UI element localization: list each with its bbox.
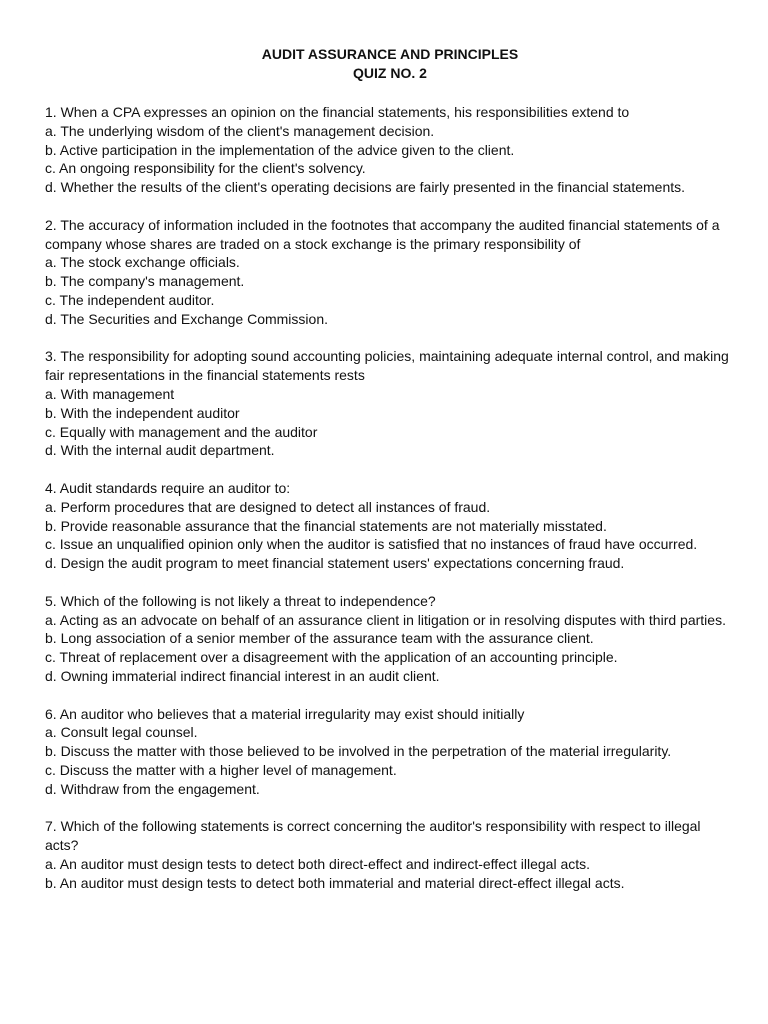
- answer-option: d. Withdraw from the engagement.: [45, 780, 260, 797]
- answer-option: c. Issue an unqualified opinion only when the auditor is satisfied that no instances of fraud have occurred.: [45, 536, 698, 553]
- question-2: [45, 216, 735, 329]
- question-6: [45, 705, 735, 799]
- question-stem: 5. Which of the following is not likely a threat to independence?: [45, 592, 436, 609]
- answer-option: b. The company's management.: [45, 273, 245, 290]
- answer-option: d. The Securities and Exchange Commission.: [45, 310, 328, 327]
- answer-option: b. Long association of a senior member of the assurance team with the assurance client.: [45, 630, 594, 647]
- answer-option: a. With management: [45, 385, 175, 402]
- answer-option: a. Perform procedures that are designed to detect all instances of fraud.: [45, 498, 491, 515]
- title-line-1: AUDIT ASSURANCE AND PRINCIPLES: [261, 46, 519, 62]
- document-title: [45, 45, 735, 83]
- answer-option: d. With the internal audit department.: [45, 442, 275, 459]
- question-stem: 2. The accuracy of information included in the footnotes that accompany the audited financial statements of a company whose shares are traded on a stock exchange is the primary responsibility of: [45, 216, 720, 252]
- answer-option: a. An auditor must design tests to detect both direct-effect and indirect-effect illegal acts.: [45, 855, 591, 872]
- answer-option: c. Threat of replacement over a disagreement with the application of an accounting principle.: [45, 649, 618, 666]
- question-4: [45, 479, 735, 573]
- question-stem: 4. Audit standards require an auditor to:: [45, 479, 291, 496]
- answer-option: c. The independent auditor.: [45, 291, 215, 308]
- answer-option: a. The underlying wisdom of the client's management decision.: [45, 122, 435, 139]
- question-stem: 7. Which of the following statements is correct concerning the auditor's responsibility with respect to illegal acts?: [45, 818, 701, 854]
- question-stem: 6. An auditor who believes that a material irregularity may exist should initially: [45, 705, 525, 722]
- document-page: [45, 45, 735, 911]
- question-stem: 1. When a CPA expresses an opinion on the financial statements, his responsibilities extend to: [45, 104, 630, 120]
- answer-option: a. Acting as an advocate on behalf of an assurance client in litigation or in resolving disputes with third parties.: [45, 611, 726, 628]
- answer-option: a. Consult legal counsel.: [45, 724, 198, 741]
- answer-option: c. Discuss the matter with a higher level of management.: [45, 761, 397, 778]
- answer-option: b. Provide reasonable assurance that the financial statements are not materially misstated.: [45, 517, 607, 534]
- answer-option: d. Design the audit program to meet financial statement users' expectations concerning fraud.: [45, 555, 625, 572]
- question-list: [45, 103, 735, 892]
- title-spacer: [45, 83, 735, 103]
- question-7: [45, 817, 735, 892]
- question-3: [45, 347, 735, 460]
- question-1: [45, 103, 735, 197]
- answer-option: b. With the independent auditor: [45, 404, 240, 421]
- answer-option: d. Whether the results of the client's operating decisions are fairly presented in the financial statements.: [45, 179, 686, 196]
- question-stem: 3. The responsibility for adopting sound accounting policies, maintaining adequate internal control, and making fair representations in the financial statements rests: [45, 348, 729, 384]
- answer-option: d. Owning immaterial indirect financial interest in an audit client.: [45, 667, 440, 684]
- answer-option: c. Equally with management and the auditor: [45, 423, 318, 440]
- answer-option: b. An auditor must design tests to detect both immaterial and material direct-effect illegal acts.: [45, 874, 625, 891]
- question-5: [45, 592, 735, 686]
- answer-option: a. The stock exchange officials.: [45, 254, 240, 271]
- answer-option: b. Discuss the matter with those believed to be involved in the perpetration of the material irregularity.: [45, 743, 672, 760]
- answer-option: c. An ongoing responsibility for the client's solvency.: [45, 160, 366, 177]
- answer-option: b. Active participation in the implementation of the advice given to the client.: [45, 141, 515, 158]
- title-line-2: QUIZ NO. 2: [353, 65, 427, 81]
